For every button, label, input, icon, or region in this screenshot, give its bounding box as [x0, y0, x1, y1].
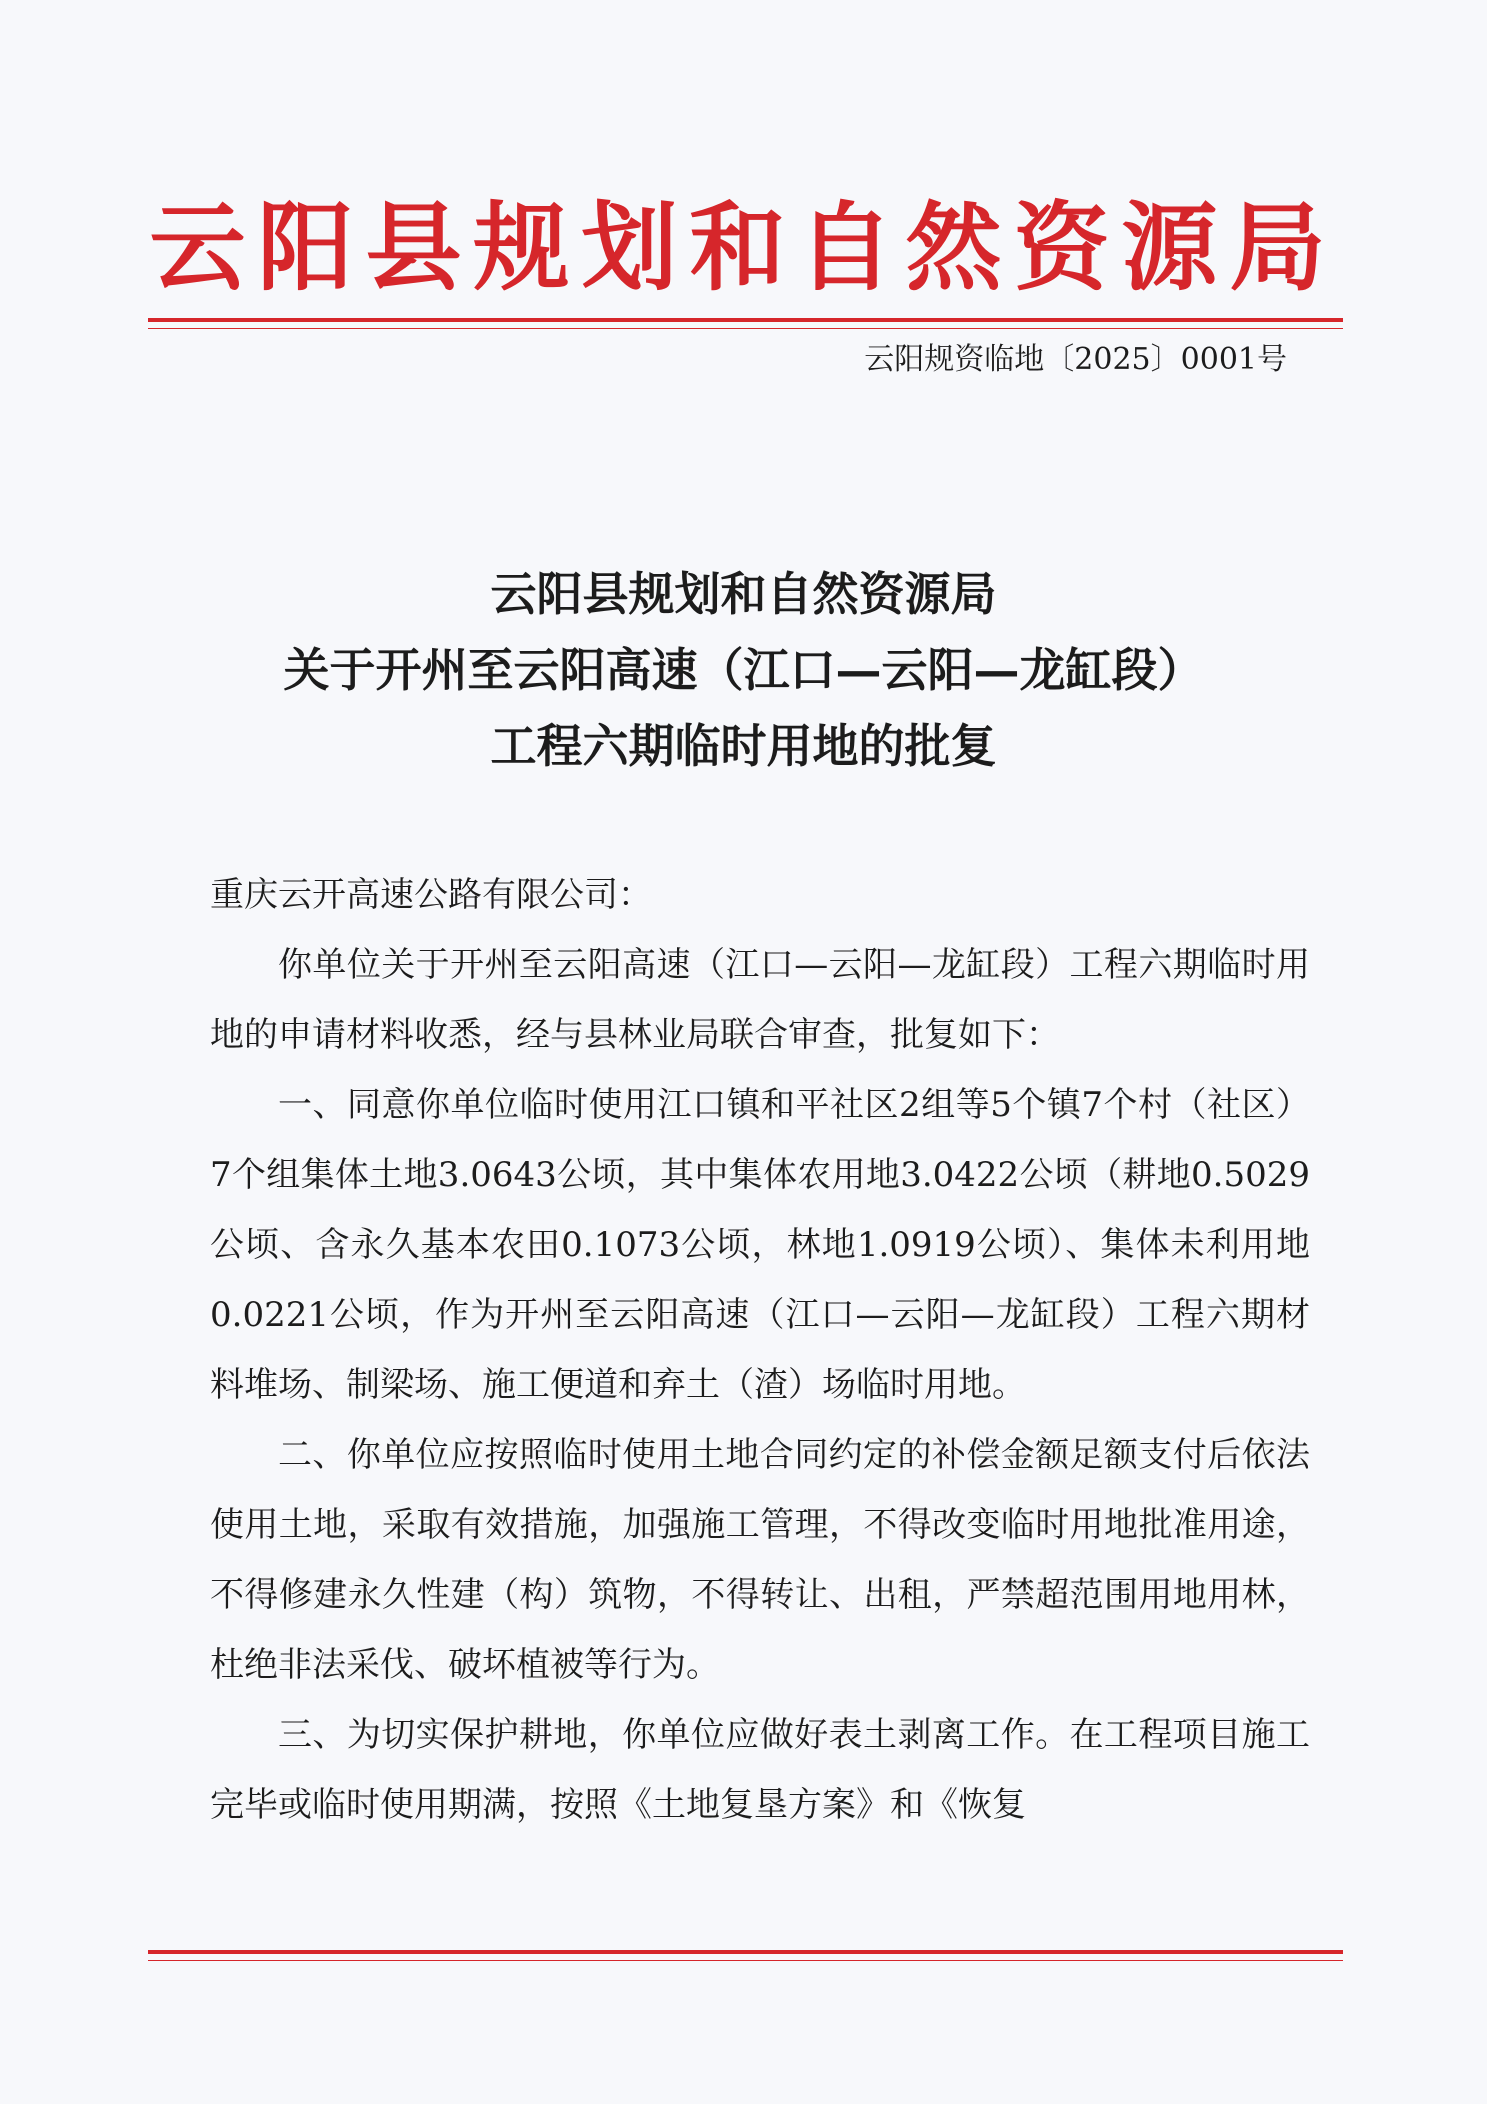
- paragraph-item-3: 三、为切实保护耕地，你单位应做好表土剥离工作。在工程项目施工完毕或临时使用期满，按照《土地复垦方案》和《恢复: [210, 1715, 1310, 1825]
- paragraph-intro: 你单位关于开州至云阳高速（江口—云阳—龙缸段）工程六期临时用地的申请材料收悉，经与县林业局联合审查，批复如下：: [210, 945, 1310, 1055]
- document-body: [210, 860, 1310, 1840]
- title-line-2: 关于开州至云阳高速（江口—云阳—龙缸段）: [283, 643, 1204, 697]
- footer-divider-thin: [148, 1960, 1343, 1961]
- masthead-divider-thin: [148, 328, 1343, 329]
- addressee: 重庆云开高速公路有限公司：: [210, 875, 652, 915]
- masthead-divider: [148, 318, 1343, 322]
- paragraph-item-2: 二、你单位应按照临时使用土地合同约定的补偿金额足额支付后依法使用土地，采取有效措施，加强施工管理，不得改变临时用地批准用途，不得修建永久性建（构）筑物，不得转让、出租，严禁超范围用地用林，杜绝非法采伐、破坏植被等行为。: [210, 1435, 1310, 1685]
- document-title: [0, 556, 1487, 784]
- document-number: 云阳规资临地〔2025〕0001号: [864, 342, 1287, 377]
- title-line-1: 云阳县规划和自然资源局: [490, 567, 997, 621]
- title-line-3: 工程六期临时用地的批复: [490, 719, 997, 773]
- paragraph-item-1: 一、同意你单位临时使用江口镇和平社区2组等5个镇7个村（社区）7个组集体土地3.0643公顷，其中集体农用地3.0422公顷（耕地0.5029公顷、含永久基本农田0.1073公顷，林地1.0919公顷）、集体未利用地0.0221公顷，作为开州至云阳高速（江口—云阳—龙缸段）工程六期材料堆场、制梁场、施工便道和弃土（渣）场临时用地。: [210, 1085, 1310, 1405]
- masthead-title: 云阳县规划和自然资源局: [149, 191, 1338, 304]
- footer-divider: [148, 1950, 1343, 1954]
